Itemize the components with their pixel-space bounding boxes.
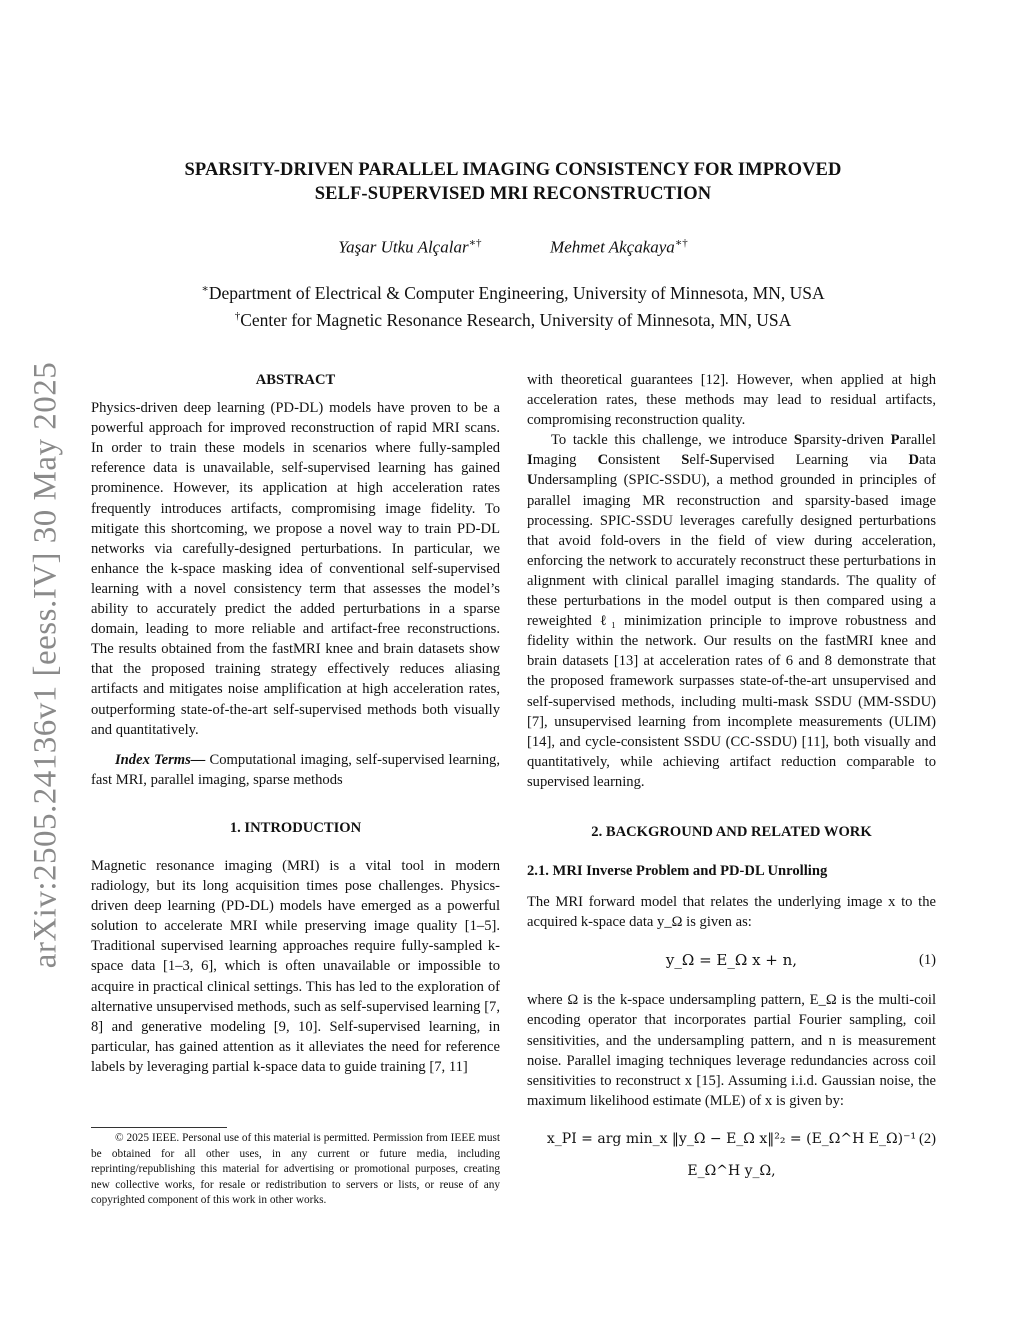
author-2: Mehmet Akçakaya (550, 237, 675, 257)
section-2-heading: 2. BACKGROUND AND RELATED WORK (591, 823, 872, 840)
arxiv-sidebar (22, 360, 70, 970)
affiliation-1 (90, 278, 936, 305)
right-paragraph-2: To tackle this challenge, we introduce Sparsity-driven Parallel Imaging Consistent Self-Supervised Learning via Data Undersampling (SPIC-SSDU), a method grounded in principles of parallel imaging MR reconstruction and sparsity-based image processing. SPIC-SSDU leverages carefully designed perturbations that avoid fold-overs in the field of view during acceleration, enforcing the network to accurately reconstruct these perturbations in alignment with clinical parallel imaging standards. The quality of these perturbations in the model output is then compared using a reweighted ℓ₁ minimization principle to improve robustness and fidelity within the network. Our results on the fastMRI knee and brain datasets [13] at acceleration rates of 6 and 8 demonstrate that the proposed framework surpasses state-of-the-art unsupervised and self-supervised methods, including multi-mask SSDU (MM-SSDU) [7], unsupervised learning from incomplete measurements (ULIM) [14], and cycle-consistent SSDU (CC-SSDU) [11], both visually and quantitatively, while achieving artifact reduction comparable to supervised learning. (527, 432, 936, 790)
equation-1-number: (1) (918, 952, 936, 969)
affiliation-2 (90, 305, 936, 332)
right-paragraph-4: where Ω is the k-space undersampling pattern, E_Ω is the multi-coil encoding operator that incorporates partial Fourier sampling, coil sensitivities, and the undersampling pattern, and n is measurement noise. Parallel imaging techniques leverage redundancies across coil sensitivities to reconstruct x [15]. Assuming i.i.d. Gaussian noise, the maximum likelihood estimate (MLE) of x is given by: (527, 992, 936, 1109)
right-column (527, 370, 936, 1179)
right-paragraph-3: The MRI forward model that relates the underlying image x to the acquired k-space data y_Ω is given as: (527, 894, 936, 931)
affiliation-2-mark: † (234, 310, 241, 323)
title-line-1: SPARSITY-DRIVEN PARALLEL IMAGING CONSISTENCY FOR IMPROVED (184, 160, 842, 180)
author-1: Yaşar Utku Alçalar (338, 237, 469, 257)
author-list (90, 232, 936, 259)
arxiv-identifier: arXiv:2505.24136v1 [eess.IV] 30 May 2025 (27, 361, 64, 969)
copyright-text: © 2025 IEEE. Personal use of this material is permitted. Permission from IEEE must be obtained for all other uses, in any current or future media, including reprinting/republishing this material for advertising or promotional purposes, creating new collective works, for resale or redistribution to servers or lists, or reuse of any copyrighted component of this work in other works. (91, 1132, 500, 1207)
introduction-text: Magnetic resonance imaging (MRI) is a vital tool in modern radiology, but its long acquisition times pose challenges. Physics-driven deep learning (PD-DL) models have emerged as a powerful solution to accelerate MRI while preserving image quality [1–5]. Traditional supervised learning approaches require fully-sampled k-space data [1–3, 6], which is often unavailable or impossible to acquire in practical clinical settings. This has led to the exploration of alternative unsupervised methods, such as self-supervised learning [7, 8] and generative modeling [9, 10]. Self-supervised learning, in particular, has gained attention as it alleviates the need for reference labels by leveraging partial k-space data to guide training [7, 11] (91, 857, 500, 1075)
index-terms (91, 750, 500, 790)
footnote-rule (91, 1127, 227, 1128)
paper-title (90, 158, 936, 206)
equation-2-body: x_PI = arg min_x ‖y_Ω − E_Ω x‖²₂ = (E_Ω^H E_Ω)⁻¹ E_Ω^H y_Ω, (546, 1130, 917, 1179)
index-terms-label: Index Terms— (115, 751, 206, 768)
introduction-heading: 1. INTRODUCTION (229, 819, 362, 836)
author-1-marks: ∗† (468, 237, 482, 249)
affiliations (90, 278, 936, 333)
copyright-footnote (91, 1131, 500, 1209)
title-line-2: SELF-SUPERVISED MRI RECONSTRUCTION (314, 184, 712, 204)
affiliation-1-mark: ∗ (201, 283, 209, 295)
equation-2 (527, 1123, 936, 1179)
author-2-marks: ∗† (674, 237, 688, 249)
abstract-heading: ABSTRACT (255, 372, 336, 388)
left-column (91, 370, 500, 1077)
section-2-1-heading: 2.1. MRI Inverse Problem and PD-DL Unrolling (527, 863, 828, 880)
equation-1-body: y_Ω = E_Ω x + n, (665, 951, 798, 970)
equation-1 (527, 944, 936, 976)
abstract-text: Physics-driven deep learning (PD-DL) models have proven to be a powerful approach for improved reconstruction of rapid MRI scans. In order to train these models in scenarios where fully-sampled reference data is unavailable, self-supervised learning has gained prominence. However, its application at high acceleration rates frequently introduces artifacts, compromising image fidelity. To mitigate this shortcoming, we propose a novel way to train PD-DL networks via carefully-designed perturbations. In particular, we enhance the k-space masking idea of conventional self-supervised learning with a novel consistency term that assesses the model’s ability to accurately predict the added perturbations in a sparse domain, leading to more reliable and artifact-free reconstructions. The results obtained from the fastMRI knee and brain datasets show that the proposed training strategy effectively reduces aliasing artifacts and mitigates noise amplification at high acceleration rates, outperforming state-of-the-art self-supervised methods both visually and quantitatively. (91, 400, 500, 738)
index-terms-text: Computational imaging, self-supervised learning, fast MRI, parallel imaging, sparse methods (91, 751, 500, 788)
affiliation-1-text: Department of Electrical & Computer Engineering, University of Minnesota, MN, USA (208, 282, 825, 303)
equation-2-number: (2) (918, 1130, 936, 1147)
right-paragraph-1: with theoretical guarantees [12]. However, when applied at high acceleration rates, these methods may lead to residual artifacts, compromising reconstruction quality. (527, 372, 936, 429)
affiliation-2-text: Center for Magnetic Resonance Research, University of Minnesota, MN, USA (240, 310, 792, 331)
